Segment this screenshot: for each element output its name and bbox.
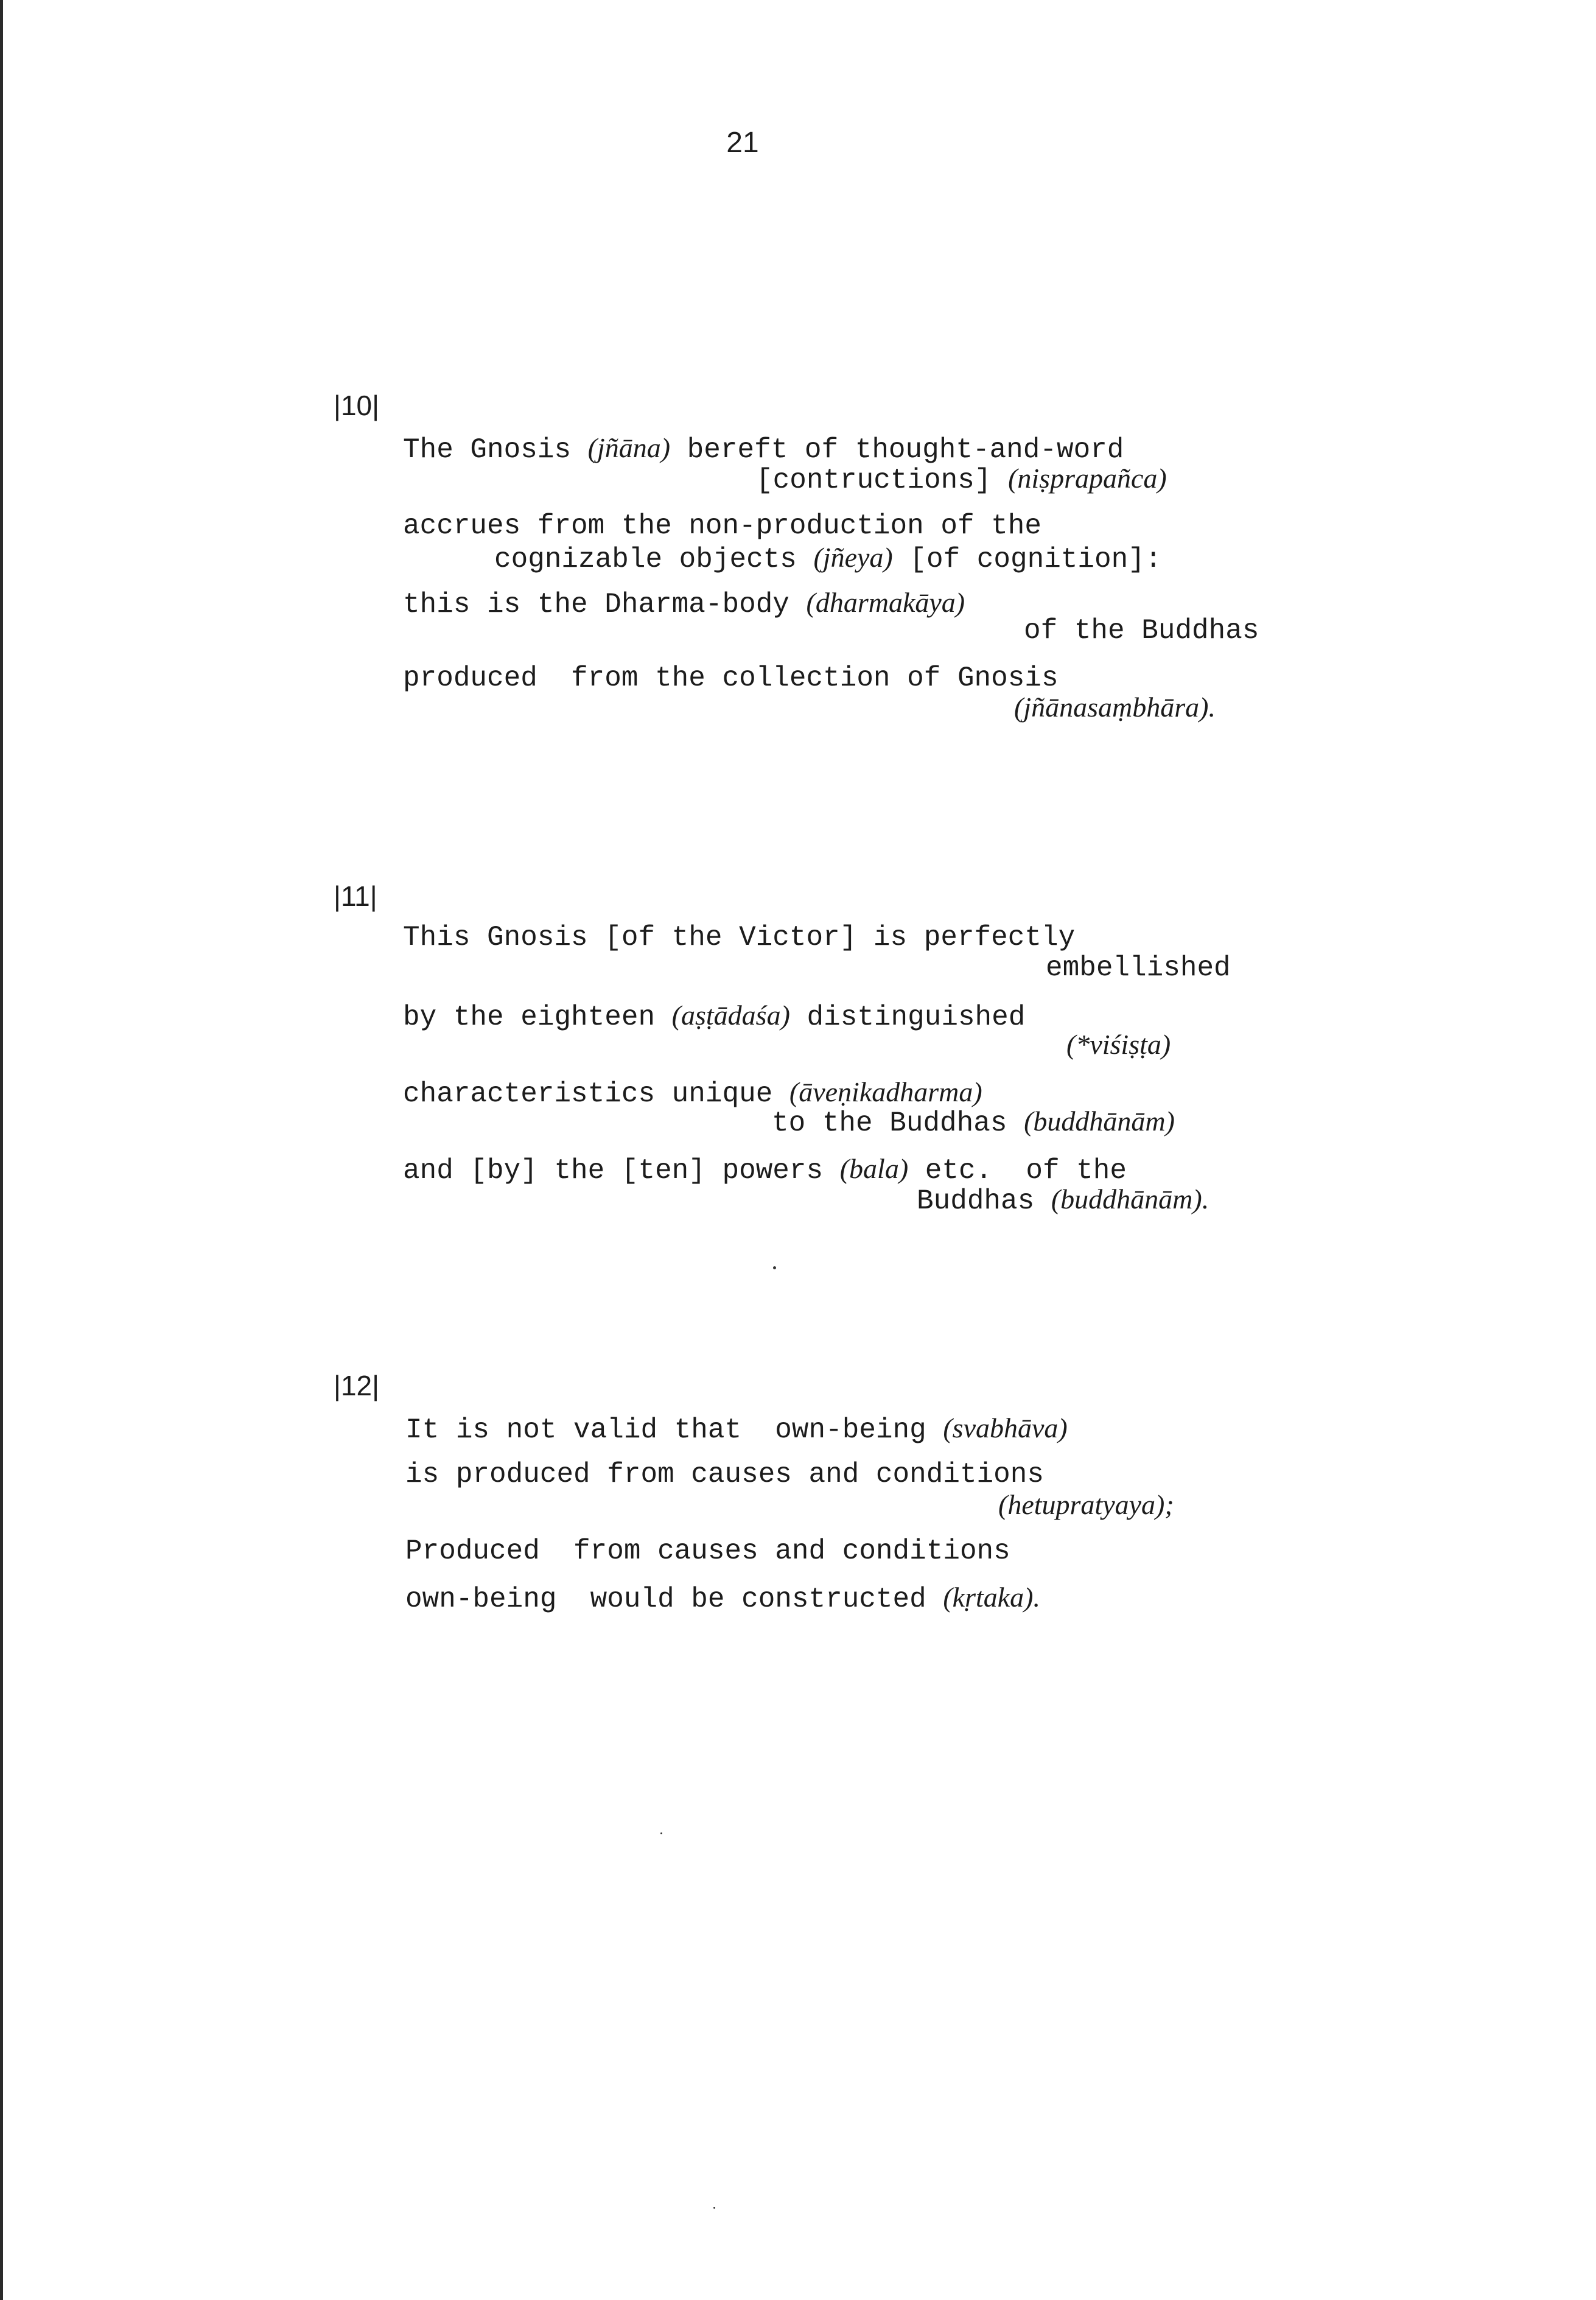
verse-11-line-2: [1046, 951, 1231, 985]
transliteration: (hetupratyaya);: [998, 1489, 1174, 1520]
verse-12-line-3: [998, 1488, 1174, 1524]
line-text: to the Buddhas: [772, 1107, 1024, 1139]
line-text-after: [of cognition]:: [892, 544, 1162, 575]
scan-speck: [660, 1832, 662, 1834]
verse-number-11: |11|: [334, 880, 377, 912]
scan-speck: [773, 1266, 776, 1269]
verse-number-10: |10|: [334, 390, 380, 421]
verse-12-line-4: [405, 1534, 1010, 1568]
page-edge-shadow: [0, 0, 3, 2300]
transliteration: (dharmakāya): [806, 587, 965, 618]
verse-12-line-2: [405, 1457, 1044, 1492]
transliteration: (jñeya): [813, 542, 893, 573]
line-text: produced from the collection of Gnosis: [403, 662, 1059, 694]
verse-11-line-4: [1066, 1028, 1171, 1064]
scan-speck: [713, 2207, 715, 2209]
line-text: characteristics unique: [403, 1078, 789, 1110]
transliteration: (jñāna): [587, 432, 671, 463]
line-text-after: distinguished: [789, 1001, 1026, 1033]
verse-11-line-6: [772, 1104, 1175, 1140]
line-text: The Gnosis: [403, 434, 588, 466]
line-text: by the eighteen: [403, 1001, 672, 1033]
line-text: own-being would be constructed: [405, 1583, 943, 1615]
verse-10-line-4: [494, 541, 1161, 577]
verse-10-line-5: [403, 586, 965, 622]
line-text: [contructions]: [756, 465, 1009, 496]
page-number: 21: [726, 127, 759, 159]
line-text: and [by] the [ten] powers: [403, 1155, 840, 1187]
transliteration: (niṣprapañca): [1008, 463, 1167, 494]
line-text: of the Buddhas: [1024, 615, 1259, 647]
verse-11-line-8: [917, 1182, 1209, 1218]
verse-11-line-3: [403, 998, 1025, 1034]
verse-10-line-3: [403, 509, 1041, 543]
transliteration: (āveṇikadharma): [789, 1076, 982, 1107]
line-text: cognizable objects: [494, 544, 814, 575]
transliteration: (aṣṭādaśa): [671, 1000, 790, 1031]
line-text-after: etc. of the: [908, 1155, 1127, 1187]
verse-10-line-7: [403, 661, 1059, 695]
transliteration: (buddhānām): [1024, 1106, 1175, 1137]
verse-12-line-5: [405, 1580, 1040, 1616]
verse-10-line-6: [1024, 614, 1259, 648]
line-text: this is the Dharma-body: [403, 589, 807, 620]
transliteration: (*viśiṣṭa): [1066, 1029, 1171, 1060]
verse-10-line-2: [756, 461, 1167, 497]
verse-12-line-1: [405, 1411, 1068, 1447]
transliteration: (kṛtaka).: [943, 1582, 1040, 1613]
transliteration: (svabhāva): [943, 1412, 1068, 1443]
verse-number-12: |12|: [334, 1370, 380, 1401]
line-text: accrues from the non-production of the: [403, 510, 1041, 542]
line-text: Buddhas: [917, 1185, 1051, 1217]
line-text: It is not valid that own-being: [405, 1414, 943, 1446]
line-text: This Gnosis [of the Victor] is perfectly: [403, 922, 1076, 953]
verse-11-line-1: [403, 920, 1075, 955]
transliteration: (buddhānām).: [1051, 1183, 1209, 1215]
line-text: is produced from causes and conditions: [405, 1459, 1044, 1490]
verse-10-line-8: [1014, 690, 1216, 726]
line-text-after: bereft of thought-and-word: [670, 434, 1124, 466]
line-text: Produced from causes and conditions: [405, 1535, 1010, 1567]
transliteration: (jñānasaṃbhāra).: [1014, 692, 1216, 723]
line-text: embellished: [1046, 952, 1231, 984]
transliteration: (bala): [839, 1153, 909, 1184]
